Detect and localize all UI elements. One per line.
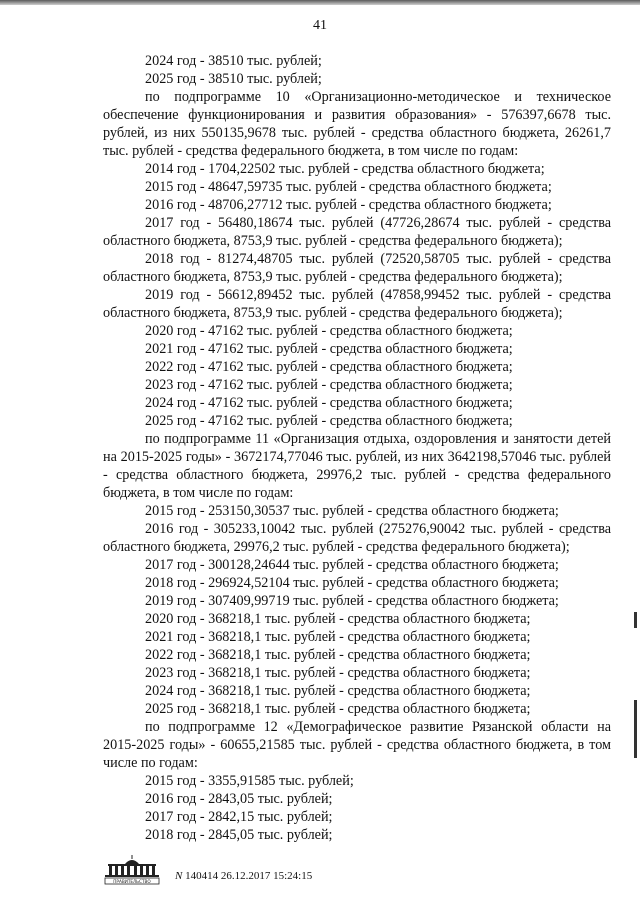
scan-top-edge xyxy=(0,0,640,5)
paragraph: 2017 год - 300128,24644 тыс. рублей - средства областного бюджета; xyxy=(145,557,559,573)
paragraph: 2016 год - 305233,10042 тыс. рублей (275276,90042 тыс. рублей - средства областного бюджета, 29976,2 тыс. рублей - средства федерального бюджета); xyxy=(103,521,611,555)
paragraph: 2015 год - 3355,91585 тыс. рублей; xyxy=(145,773,354,789)
doc-number: 140414 xyxy=(185,870,219,882)
paragraph: 2016 год - 48706,27712 тыс. рублей - средства областного бюджета; xyxy=(145,197,552,213)
paragraph: 2022 год - 47162 тыс. рублей - средства областного бюджета; xyxy=(145,359,513,375)
paragraph: 2022 год - 368218,1 тыс. рублей - средства областного бюджета; xyxy=(145,647,531,663)
paragraph: 2020 год - 368218,1 тыс. рублей - средства областного бюджета; xyxy=(145,611,531,627)
paragraph: 2014 год - 1704,22502 тыс. рублей - средства областного бюджета; xyxy=(145,161,545,177)
paragraph: 2019 год - 307409,99719 тыс. рублей - средства областного бюджета; xyxy=(145,593,559,609)
doc-timestamp: 26.12.2017 15:24:15 xyxy=(220,870,313,882)
paragraph: по подпрограмме 10 «Организационно-методическое и техническое обеспечение функционирования и развития образования» - 576397,6678 тыс. рублей, из них 550135,9678 тыс. рублей - средства областного бюджета, 26261,7 тыс. рублей - средства федерального бюджета, в том числе по годам: xyxy=(103,89,611,159)
page-number: 41 xyxy=(313,18,327,33)
paragraph: по подпрограмме 12 «Демографическое развитие Рязанской области на 2015-2025 годы» - 60655,21585 тыс. рублей - средства областного бюджета, в том числе по годам: xyxy=(103,719,611,771)
paragraph: 2017 год - 2842,15 тыс. рублей; xyxy=(145,809,333,825)
paragraph: 2025 год - 47162 тыс. рублей - средства областного бюджета; xyxy=(145,413,513,429)
logo-text: ПРАВИТЕЛЬСТВО xyxy=(113,878,151,884)
paragraph: 2018 год - 296924,52104 тыс. рублей - средства областного бюджета; xyxy=(145,575,559,591)
paragraph: 2015 год - 253150,30537 тыс. рублей - средства областного бюджета; xyxy=(145,503,559,519)
paragraph: 2015 год - 48647,59735 тыс. рублей - средства областного бюджета; xyxy=(145,179,552,195)
paragraph: 2025 год - 368218,1 тыс. рублей - средства областного бюджета; xyxy=(145,701,531,717)
paragraph: 2016 год - 2843,05 тыс. рублей; xyxy=(145,791,333,807)
paragraph: 2024 год - 368218,1 тыс. рублей - средства областного бюджета; xyxy=(145,683,531,699)
paragraph: по подпрограмме 11 «Организация отдыха, оздоровления и занятости детей на 2015-2025 годы» - 3672174,77046 тыс. рублей, из них 3642198,57046 тыс. рублей - средства областного бюджета, 29976,2 тыс. рублей - средства федерального бюджета, в том числе по годам: xyxy=(103,431,611,501)
scan-edge-mark xyxy=(634,700,637,758)
paragraph: 2017 год - 56480,18674 тыс. рублей (47726,28674 тыс. рублей - средства областного бюджета, 8753,9 тыс. рублей - средства федерального бюджета); xyxy=(103,215,611,249)
paragraph: 2024 год - 38510 тыс. рублей; xyxy=(145,53,322,69)
scan-edge-mark xyxy=(634,612,637,628)
paragraph: 2023 год - 47162 тыс. рублей - средства областного бюджета; xyxy=(145,377,513,393)
paragraph: 2021 год - 47162 тыс. рублей - средства областного бюджета; xyxy=(145,341,513,357)
document-stamp xyxy=(175,870,312,882)
paragraph: 2019 год - 56612,89452 тыс. рублей (47858,99452 тыс. рублей - средства областного бюджета, 8753,9 тыс. рублей - средства федерального бюджета); xyxy=(103,287,611,321)
paragraph: 2023 год - 368218,1 тыс. рублей - средства областного бюджета; xyxy=(145,665,531,681)
document-footer xyxy=(103,849,623,889)
paragraph: 2020 год - 47162 тыс. рублей - средства областного бюджета; xyxy=(145,323,513,339)
document-body xyxy=(103,52,611,844)
paragraph: 2018 год - 81274,48705 тыс. рублей (72520,58705 тыс. рублей - средства областного бюджета, 8753,9 тыс. рублей - средства федерального бюджета); xyxy=(103,251,611,285)
doc-mark: N xyxy=(175,870,183,882)
paragraph: 2018 год - 2845,05 тыс. рублей; xyxy=(145,827,333,843)
government-building-logo xyxy=(103,855,161,885)
paragraph: 2021 год - 368218,1 тыс. рублей - средства областного бюджета; xyxy=(145,629,531,645)
paragraph: 2025 год - 38510 тыс. рублей; xyxy=(145,71,322,87)
paragraph: 2024 год - 47162 тыс. рублей - средства областного бюджета; xyxy=(145,395,513,411)
